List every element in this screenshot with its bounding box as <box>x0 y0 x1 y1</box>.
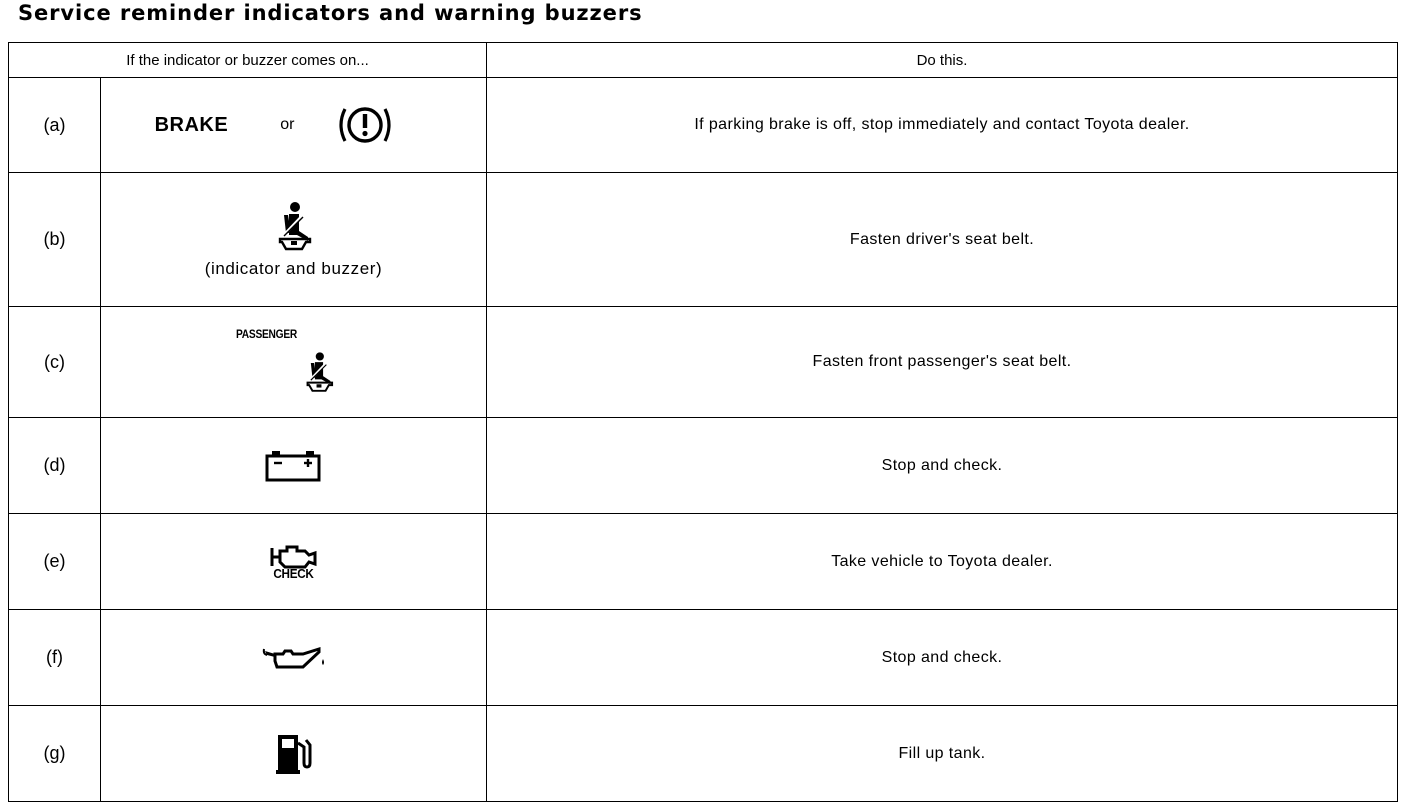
action-cell: Take vehicle to Toyota dealer. <box>487 514 1398 610</box>
row-letter: (c) <box>9 307 101 418</box>
table-row <box>9 514 1398 610</box>
header-indicator: If the indicator or buzzer comes on... <box>9 43 487 78</box>
oil-can-icon <box>261 645 327 671</box>
seat-belt-icon <box>301 351 337 393</box>
indicator-cell <box>101 307 487 418</box>
action-cell: If parking brake is off, stop immediately and contact Toyota dealer. <box>487 78 1398 173</box>
passenger-label: PASSENGER <box>235 327 297 341</box>
indicator-table <box>8 42 1398 802</box>
table-row <box>9 418 1398 514</box>
table-header-row <box>9 43 1398 78</box>
indicator-subtext: (indicator and buzzer) <box>204 258 383 278</box>
action-cell: Fasten front passenger's seat belt. <box>487 307 1398 418</box>
battery-icon <box>264 449 324 483</box>
fuel-pump-icon <box>274 733 314 775</box>
row-letter: (f) <box>9 610 101 706</box>
action-cell: Fasten driver's seat belt. <box>487 173 1398 307</box>
indicator-cell <box>101 514 487 610</box>
row-letter: (g) <box>9 706 101 802</box>
or-label: or <box>280 116 295 133</box>
row-letter: (b) <box>9 173 101 307</box>
indicator-cell <box>101 610 487 706</box>
header-action: Do this. <box>487 43 1398 78</box>
brake-label: BRAKE <box>154 113 229 136</box>
seat-belt-icon <box>272 201 316 251</box>
action-cell: Stop and check. <box>487 610 1398 706</box>
indicator-cell <box>101 418 487 514</box>
table-row <box>9 610 1398 706</box>
indicator-cell <box>101 78 487 173</box>
table-row <box>9 173 1398 307</box>
row-letter: (e) <box>9 514 101 610</box>
table-row <box>9 706 1398 802</box>
row-letter: (a) <box>9 78 101 173</box>
brake-circle-exclamation-icon <box>336 103 394 147</box>
table-row <box>9 78 1398 173</box>
table-row <box>9 307 1398 418</box>
indicator-cell <box>101 173 487 307</box>
action-cell: Stop and check. <box>487 418 1398 514</box>
check-label: CHECK <box>273 566 314 581</box>
indicator-cell <box>101 706 487 802</box>
row-letter: (d) <box>9 418 101 514</box>
action-cell: Fill up tank. <box>487 706 1398 802</box>
page-title: Service reminder indicators and warning buzzers <box>18 1 643 25</box>
